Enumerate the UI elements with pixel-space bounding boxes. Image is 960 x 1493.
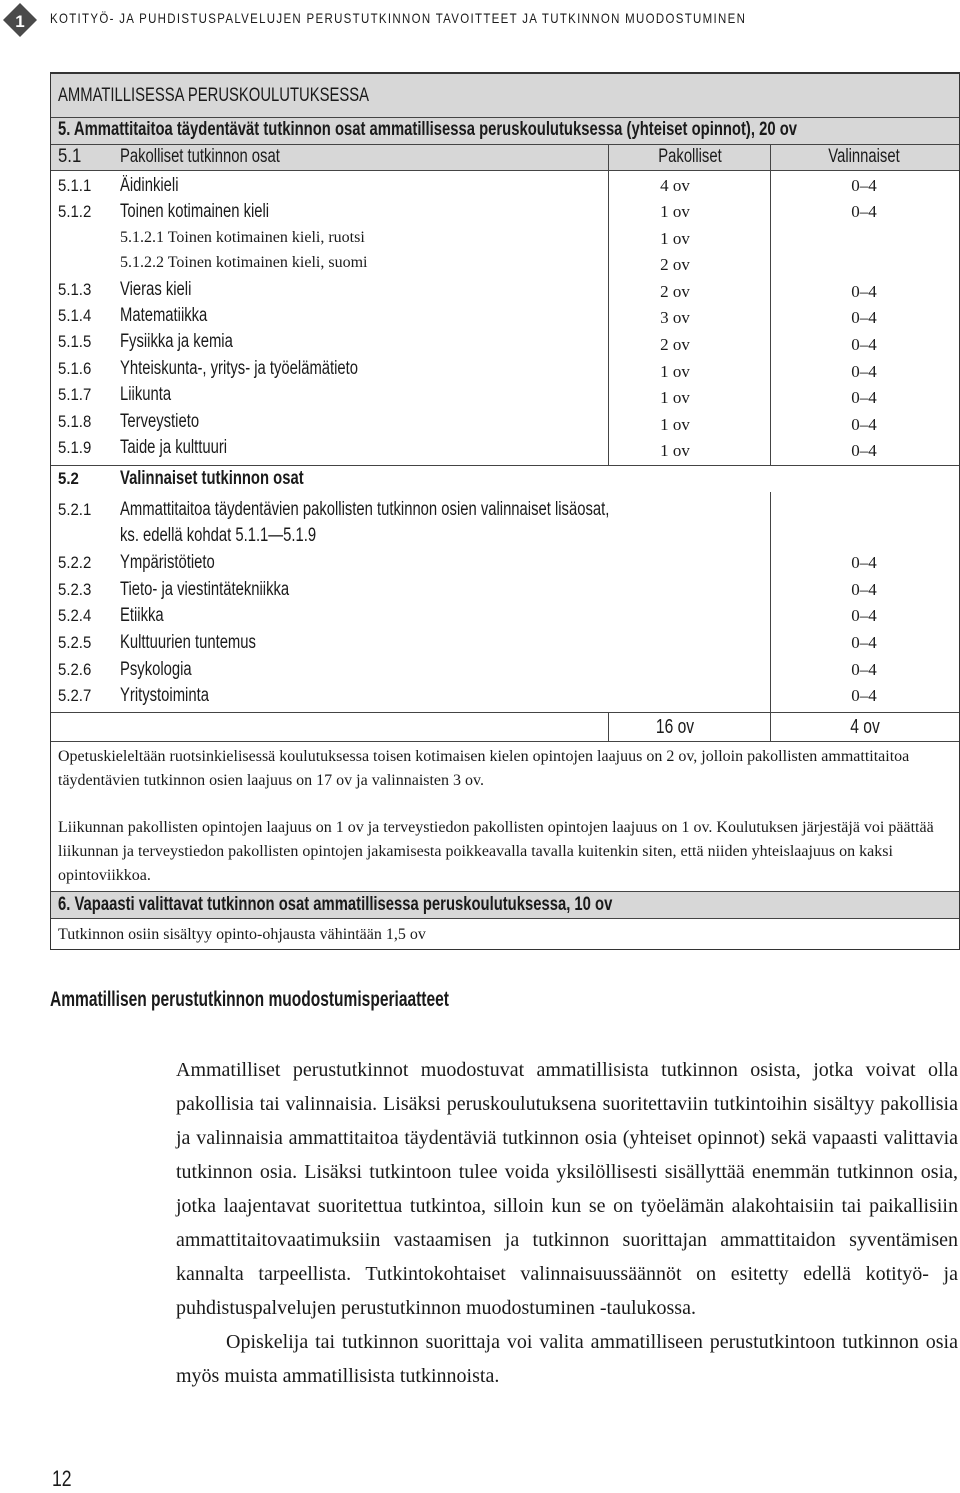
section6-note: Tutkinnon osiin sisältyy opinto-ohjausta vähintään 1,5 ov <box>58 926 426 943</box>
row-code: 5.2.5 <box>58 633 92 652</box>
col-divider-mandatory <box>608 144 609 466</box>
row-label: Liikunta <box>120 384 172 405</box>
row-code: 5.2.7 <box>58 686 92 705</box>
total-mandatory: 16 ov <box>655 716 695 738</box>
rule-under-col-headers <box>51 170 959 171</box>
row-code: 5.1.7 <box>58 385 92 404</box>
row-optional: 0–4 <box>851 176 877 195</box>
row-code: 5.2.6 <box>58 660 92 679</box>
row-code: 5.2.4 <box>58 606 92 625</box>
optional-header-label: Valinnaiset tutkinnon osat <box>120 468 304 489</box>
row-label: Yhteiskunta-, yritys- ja työelämätieto <box>120 358 359 379</box>
body-text <box>176 1053 958 1393</box>
page-number: 12 <box>52 1466 72 1491</box>
row-label: Taide ja kulttuuri <box>120 437 228 458</box>
rule-under-heading <box>51 117 959 118</box>
section6-title: 6. Vapaasti valittavat tutkinnon osat ammatillisessa peruskoulutuksessa, 10 ov <box>58 894 613 915</box>
row-mandatory: 4 ov <box>660 176 690 195</box>
chapter-badge-icon <box>2 2 38 38</box>
row-code: 5.1.4 <box>58 306 92 325</box>
row-label: Äidinkieli <box>120 175 179 196</box>
row-optional: 0–4 <box>851 553 877 572</box>
row-label: 5.1.2.2 Toinen kotimainen kieli, suomi <box>120 254 368 271</box>
row-label: Psykologia <box>120 659 192 680</box>
total-optional: 4 ov <box>850 716 880 738</box>
row-label: Fysiikka ja kemia <box>120 331 233 352</box>
row-code: 5.1.5 <box>58 332 92 351</box>
row-optional: 0–4 <box>851 686 877 705</box>
row-mandatory: 1 ov <box>660 362 690 381</box>
rule-under-totals <box>51 741 959 742</box>
row-mandatory: 1 ov <box>660 441 690 460</box>
row-optional: 0–4 <box>851 282 877 301</box>
col-divider-optional-lower <box>770 492 771 741</box>
row-mandatory: 2 ov <box>660 335 690 354</box>
row-mandatory: 2 ov <box>660 255 690 274</box>
row-code: 5.1.2 <box>58 202 92 221</box>
col-divider-optional <box>770 144 771 466</box>
row-mandatory: 2 ov <box>660 282 690 301</box>
header-title: KOTITYÖ- JA PUHDISTUSPALVELUJEN PERUSTUTKINNON TAVOITTEET JA TUTKINNON MUODOSTUMINEN <box>50 10 747 26</box>
rule-above-optional <box>51 465 959 466</box>
row-optional: 0–4 <box>851 202 877 221</box>
col-divider-totals <box>608 712 609 741</box>
optional-first-line2: ks. edellä kohdat 5.1.1—5.1.9 <box>120 525 317 546</box>
row-code: 5.1.1 <box>58 176 92 195</box>
row-code: 5.2.3 <box>58 580 92 599</box>
row-optional: 0–4 <box>851 660 877 679</box>
row-mandatory: 1 ov <box>660 415 690 434</box>
rule-under-section5 <box>51 144 959 145</box>
rule-under-section6 <box>51 918 959 919</box>
row-label: Toinen kotimainen kieli <box>120 201 270 222</box>
table-top-border <box>50 72 960 74</box>
row-mandatory: 1 ov <box>660 202 690 221</box>
note-swedish-language: Opetuskieleltään ruotsinkielisessä koulutuksessa toisen kotimaisen kielen opintojen laajuus on 2 ov, jolloin pakollisten ammattitaitoa täydentävien tutkinnon osien laajuus on 17 ov ja valinnaisten 3 ov. <box>58 748 910 789</box>
body-paragraph-2: Opiskelija tai tutkinnon suorittaja voi valita ammatilliseen perustutkintoon tutkinnon osia myös muista ammatillisista tutkinnoista. <box>176 1331 958 1387</box>
rule-above-section6 <box>51 891 959 892</box>
row-code: 5.1.6 <box>58 359 92 378</box>
body-paragraph-1: Ammatilliset perustutkinnot muodostuvat ammatillisista tutkinnon osista, jotka voivat olla pakollisia tai valinnaisia. Lisäksi peruskoulutuksena suoritettaviin tutkintoihin sisältyy pakollisia ja valinnaisia ammattitaitoa täydentäviä tutkinnon osia (yhteiset opinnot) sekä vapaasti valittavia tutkinnon osia. Lisäksi tutkintoon tulee voida yksilöllisesti sisällyttää enemmän tutkinnon osia, jotka laajentavat suoritettua tutkintoa, silloin kun se on työelämän alakohtaisiin tai paikallisiin ammattitaitovaatimuksiin vastaamisen ja tutkinnon suorittajan ammattitaidon syventämisen kannalta tarpeellista. Tutkintokohtaiset valinnaisuussäännöt on esitetty edellä kotityö- ja puhdistuspalvelujen perustutkinnon muodostuminen -taulukossa. <box>176 1059 958 1319</box>
row-label: 5.1.2.1 Toinen kotimainen kieli, ruotsi <box>120 229 365 246</box>
row-optional: 0–4 <box>851 335 877 354</box>
row-label: Yritystoiminta <box>120 685 209 706</box>
chapter-number: 1 <box>15 12 25 31</box>
optional-first-code: 5.2.1 <box>58 500 92 519</box>
col-header-code: 5.1 <box>58 146 82 167</box>
section5-title: 5. Ammattitaitoa täydentävät tutkinnon osat ammatillisessa peruskoulutuksessa (yhteiset opinnot), 20 ov <box>58 119 797 140</box>
table-heading: AMMATILLISESSA PERUSKOULUTUKSESSA <box>58 85 370 106</box>
rule-above-totals <box>51 712 959 713</box>
row-label: Ympäristötieto <box>120 552 215 573</box>
row-mandatory: 1 ov <box>660 388 690 407</box>
row-mandatory: 3 ov <box>660 308 690 327</box>
note-physical-education: Liikunnan pakollisten opintojen laajuus on 1 ov ja terveystiedon pakollisten opintojen laajuus on 1 ov. Koulutuksen järjestäjä voi päättää liikunnan ja terveystiedon pakollisten opintojen jakamisesta poikkeavalla tavalla kuitenkin siten, että niiden yhteislaajuus on kaksi opintoviikkoa. <box>58 819 934 884</box>
row-code: 5.1.9 <box>58 438 92 457</box>
row-optional: 0–4 <box>851 308 877 327</box>
row-label: Etiikka <box>120 605 164 626</box>
row-optional: 0–4 <box>851 441 877 460</box>
row-optional: 0–4 <box>851 362 877 381</box>
row-label: Vieras kieli <box>120 279 192 300</box>
row-optional: 0–4 <box>851 580 877 599</box>
row-label: Tieto- ja viestintätekniikka <box>120 579 290 600</box>
row-label: Terveystieto <box>120 411 200 432</box>
row-optional: 0–4 <box>851 633 877 652</box>
row-code: 5.1.3 <box>58 280 92 299</box>
row-optional: 0–4 <box>851 388 877 407</box>
row-code: 5.1.8 <box>58 412 92 431</box>
row-optional: 0–4 <box>851 606 877 625</box>
row-label: Kulttuurien tuntemus <box>120 632 256 653</box>
col-header-label: Pakolliset tutkinnon osat <box>120 146 280 167</box>
row-mandatory: 1 ov <box>660 229 690 248</box>
col-header-optional: Valinnaiset <box>828 146 900 167</box>
optional-header-code: 5.2 <box>58 469 79 488</box>
col-header-mandatory: Pakolliset <box>658 146 722 167</box>
row-code: 5.2.2 <box>58 553 92 572</box>
section-heading: Ammatillisen perustutkinnon muodostumisperiaatteet <box>50 988 449 1011</box>
row-label: Matematiikka <box>120 305 208 326</box>
optional-first-line1: Ammattitaitoa täydentävien pakollisten tutkinnon osien valinnaiset lisäosat, <box>120 499 610 520</box>
row-optional: 0–4 <box>851 415 877 434</box>
